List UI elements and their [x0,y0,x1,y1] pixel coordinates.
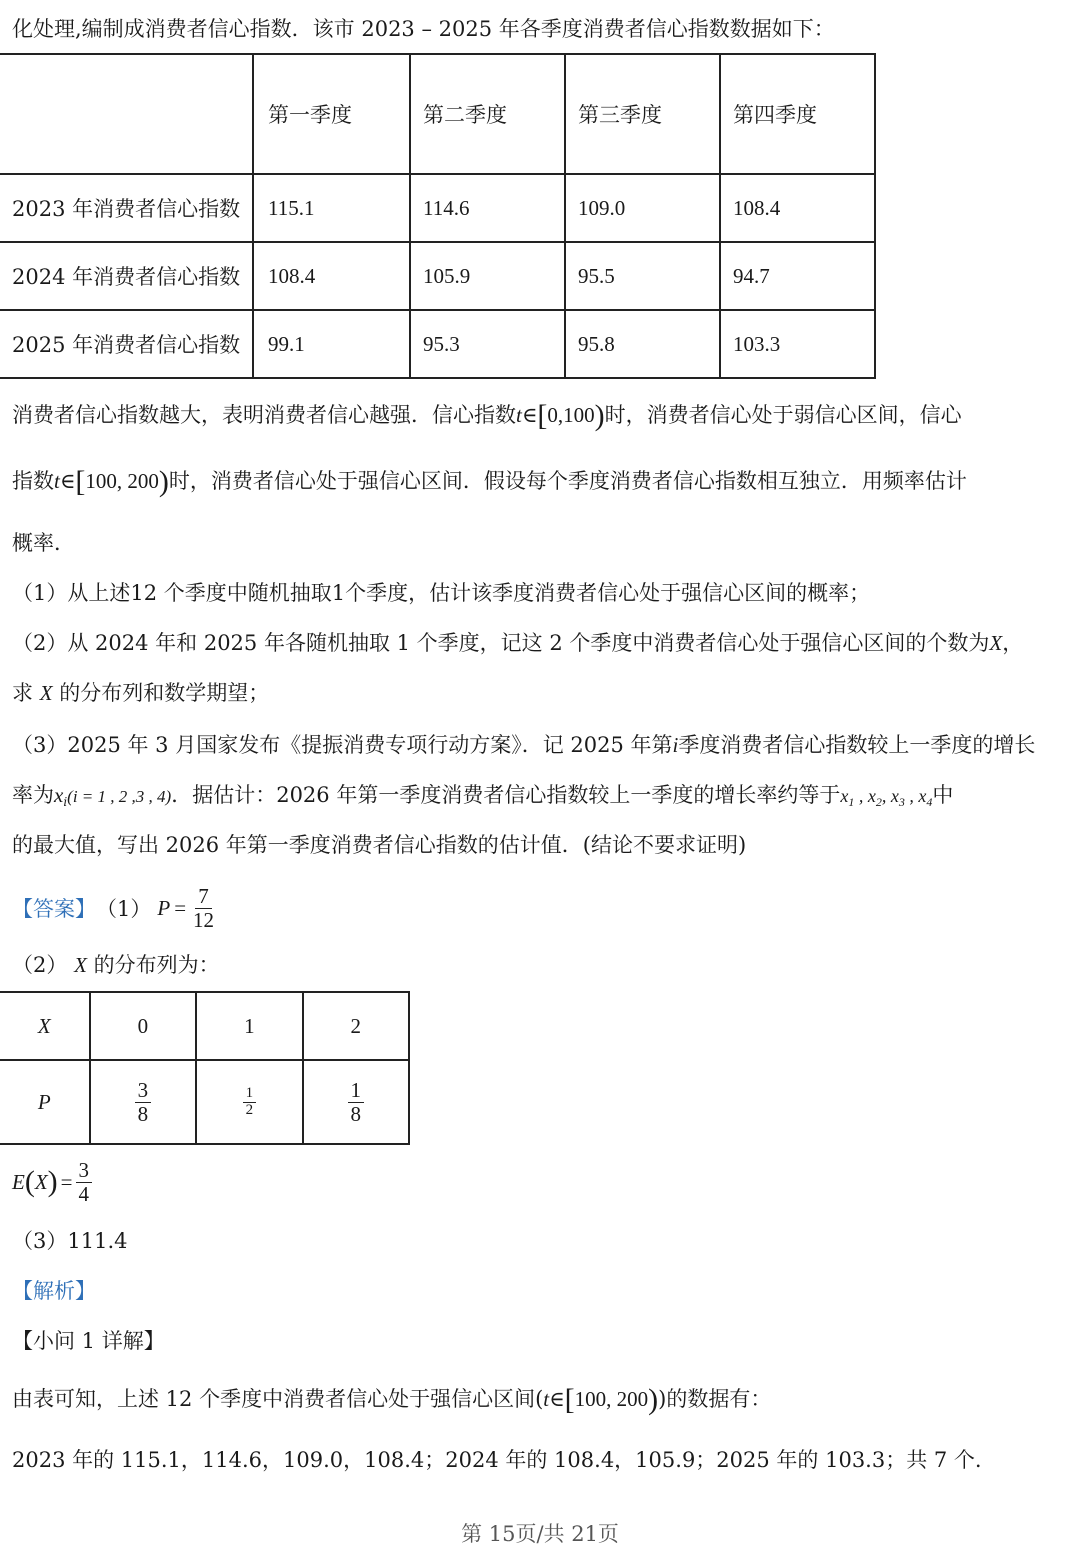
bracket-close: ) [648,1383,659,1416]
confidence-index-table [0,53,876,379]
answer-label-2: （2） [12,953,68,977]
table-row [0,242,875,310]
para-text: 时，消费者信心处于强信心区间．假设每个季度消费者信心指数相互独立．用频率估计 [168,469,967,493]
header-q2: 第二季度 [410,54,565,174]
answer-text: 的分布列为： [93,953,220,977]
bracket-open: [ [75,465,86,498]
para-line-3: 概率． [12,531,75,555]
answer-tag: 【答案】 [12,897,96,921]
q2-punct: ， [1002,631,1024,655]
var-x: X [74,953,87,977]
header-q4: 第四季度 [720,54,875,174]
answer-part-3: （3）111.4 [12,1229,128,1253]
x-value: 0 [90,992,196,1060]
q2-text: 求 [12,681,33,705]
expectation [12,1152,92,1212]
q3-text: ．据估计：2026 年第一季度消费者信心指数较上一季度的增长率约等于 [171,783,841,807]
cell-value: 99.1 [253,310,410,378]
var-x: x [54,783,64,807]
var-t: t [543,1387,550,1411]
q3-text: 率为 [12,783,54,807]
row-label: 2025 年消费者信心指数 [0,310,253,378]
question-3-line-1 [12,730,1035,760]
table-row [0,310,875,378]
para-text: 时，消费者信心处于弱信心区间，信心 [604,403,962,427]
q3-text: 季度消费者信心指数较上一季度的增长 [678,733,1036,757]
table-row [0,174,875,242]
para-line-2 [12,466,967,497]
bracket-close: ) [594,399,605,432]
bracket-open: [ [564,1383,575,1416]
question-2-line-1 [12,628,1023,658]
q2-text: （2）从 2024 年和 2025 年各随机抽取 1 个季度，记这 2 个季度中消费者信心处于强信心区间的个数为 [12,631,990,655]
bracket-open: [ [537,399,548,432]
equals: = [174,895,187,920]
q3-text: （3）2025 年 3 月国家发布《提振消费专项行动方案》．记 2025 年第 [12,733,673,757]
p-label: P [0,1060,90,1144]
page-footer: 第 15页/共 21页 [461,1522,619,1546]
sub-question-1-heading: 【小问 1 详解】 [12,1329,165,1353]
paren-open: ( [24,1165,35,1198]
fraction-ex: $\frac{3}{4}$ [76,1159,93,1204]
var-i: i [672,733,679,757]
x-value: 2 [303,992,409,1060]
para-text: 消费者信心指数越大，表明消费者信心越强．信心指数 [12,403,516,427]
p-value: $\frac{1}{2}$ [196,1060,302,1144]
var-t: t [516,403,522,427]
cell-value: 95.5 [565,242,720,310]
question-3-line-2 [12,780,953,817]
q3-text: 中 [932,783,954,807]
question-3-line-3: 的最大值，写出 2026 年第一季度消费者信心指数的估计值．(结论不要求证明) [12,833,747,857]
header-q3: 第三季度 [565,54,720,174]
cell-value: 105.9 [410,242,565,310]
question-2-line-2 [12,678,269,708]
p-row [0,1060,409,1144]
cell-value: 95.3 [410,310,565,378]
x-list: $x_1$ , $x_2$, $x_3$ , $x_4$ [840,786,933,809]
cell-value: 114.6 [410,174,565,242]
strong-interval: 100, 200 [574,1387,649,1411]
index-condition: (i = 1 , 2 ,3 , 4) [67,787,172,806]
answer-part-2 [12,950,220,980]
row-label: 2024 年消费者信心指数 [0,242,253,310]
weak-interval: 0,100 [547,403,595,427]
var-p: P [157,895,171,920]
p-value: $\frac{3}{8}$ [90,1060,196,1144]
var-x: X [34,1169,48,1194]
analysis-tag: 【解析】 [12,1279,96,1303]
equals: = [60,1169,73,1194]
analysis-line-1 [12,1384,771,1415]
para-text: 指数 [12,469,54,493]
x-label: X [0,992,90,1060]
x-row [0,992,409,1060]
var-e: E [12,1169,25,1194]
analysis-text: )的数据有： [658,1387,772,1411]
question-1: （1）从上述12 个季度中随机抽取1个季度，估计该季度消费者信心处于强信心区间的概率； [12,581,871,605]
cell-value: 103.3 [720,310,875,378]
in-symbol: ∈ [549,1387,565,1411]
var-t: t [54,469,60,493]
distribution-table [0,991,410,1145]
intro-line: 化处理,编制成消费者信心指数．该市 2023 – 2025 年各季度消费者信心指数数据如下： [12,17,835,41]
row-label: 2023 年消费者信心指数 [0,174,253,242]
bracket-close: ) [158,465,169,498]
in-symbol: ∈ [59,469,76,493]
cell-value: 109.0 [565,174,720,242]
q2-text: 的分布列和数学期望； [59,681,270,705]
answer-part-1 [12,878,217,938]
cell-value: 108.4 [253,242,410,310]
cell-value: 108.4 [720,174,875,242]
cell-value: 94.7 [720,242,875,310]
para-line-1 [12,400,962,431]
cell-value: 115.1 [253,174,410,242]
subscript: i [63,795,68,809]
in-symbol: ∈ [521,403,538,427]
cell-value: 95.8 [565,310,720,378]
answer-label-1: （1） [96,897,152,921]
x-value: 1 [196,992,302,1060]
analysis-text: 由表可知，上述 12 个季度中消费者信心处于强信心区间( [12,1387,544,1411]
header-q1: 第一季度 [253,54,410,174]
var-x: X [39,681,53,705]
p-value: $\frac{1}{8}$ [303,1060,409,1144]
paren-close: ) [47,1165,58,1198]
table-corner-cell [0,54,253,174]
fraction-p: $\frac{7}{12}$ [193,884,215,932]
strong-interval: 100, 200 [85,469,159,493]
var-x: X [989,631,1003,655]
table-header-row [0,54,875,174]
analysis-line-2: 2023 年的 115.1，114.6，109.0，108.4；2024 年的 108.4，105.9；2025 年的 103.3；共 7 个. [12,1448,982,1472]
